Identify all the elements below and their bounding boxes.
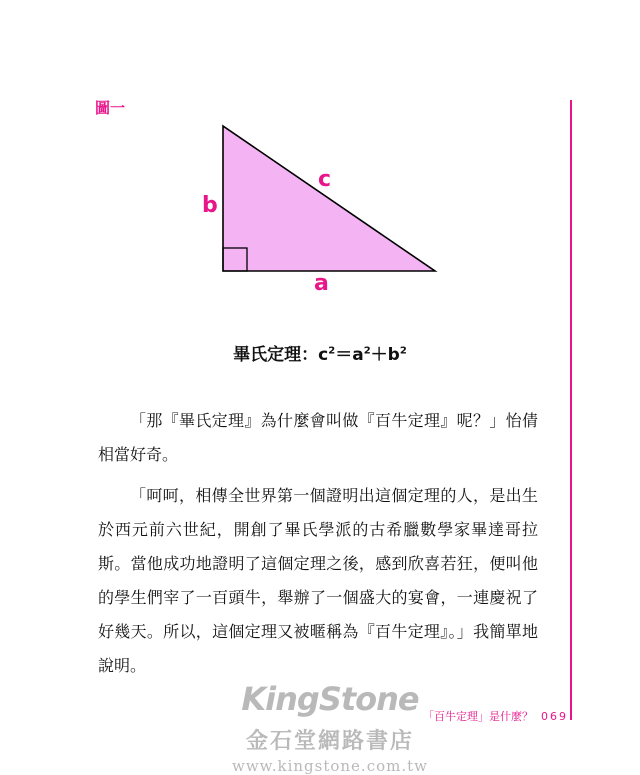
formula-c: c [318, 345, 329, 365]
paragraph-2: 「呵呵，相傳全世界第一個證明出這個定理的人，是出生於西元前六世紀，開創了畢氏學派的古希臘數學家畢達哥拉斯。當他成功地證明了這個定理之後，感到欣喜若狂，便叫他的學生們宰了一百頭牛，舉辦了一個盛大的宴會，一連慶祝了好幾天。所以，這個定理又被暱稱為『百牛定理』。」我簡單地說明。 [98, 486, 538, 675]
formula-a: a [352, 345, 364, 365]
formula-exp-c: 2 [328, 345, 336, 357]
formula-equals: ＝ [335, 345, 353, 365]
formula-b: b [387, 345, 400, 365]
formula-exp-b: 2 [399, 345, 407, 357]
side-label-a: a [314, 271, 329, 296]
formula-plus: ＋ [370, 345, 388, 365]
watermark [225, 680, 435, 775]
body-text [98, 404, 538, 690]
watermark-url: www.kingstone.com.tw [231, 757, 428, 775]
pythagorean-formula [0, 340, 640, 365]
formula-name: 畢氏定理： [233, 345, 319, 365]
running-footer [423, 708, 568, 724]
side-label-c: c [318, 167, 332, 192]
formula-exp-a: 2 [363, 345, 371, 357]
running-title: 「百牛定理」是什麼？ [423, 710, 533, 723]
side-label-b: b [202, 193, 218, 218]
right-triangle-figure [195, 118, 455, 303]
triangle-shape [223, 126, 435, 271]
page-number: 069 [541, 710, 568, 723]
watermark-brand: KingStone [241, 680, 419, 718]
margin-rule [570, 100, 572, 720]
watermark-chinese: 金石堂網路書店 [245, 728, 414, 754]
figure-label: 圖一 [95, 99, 126, 117]
paragraph-1: 「那『畢氏定理』為什麼會叫做『百牛定理』呢？」怡倩相當好奇。 [98, 411, 538, 464]
